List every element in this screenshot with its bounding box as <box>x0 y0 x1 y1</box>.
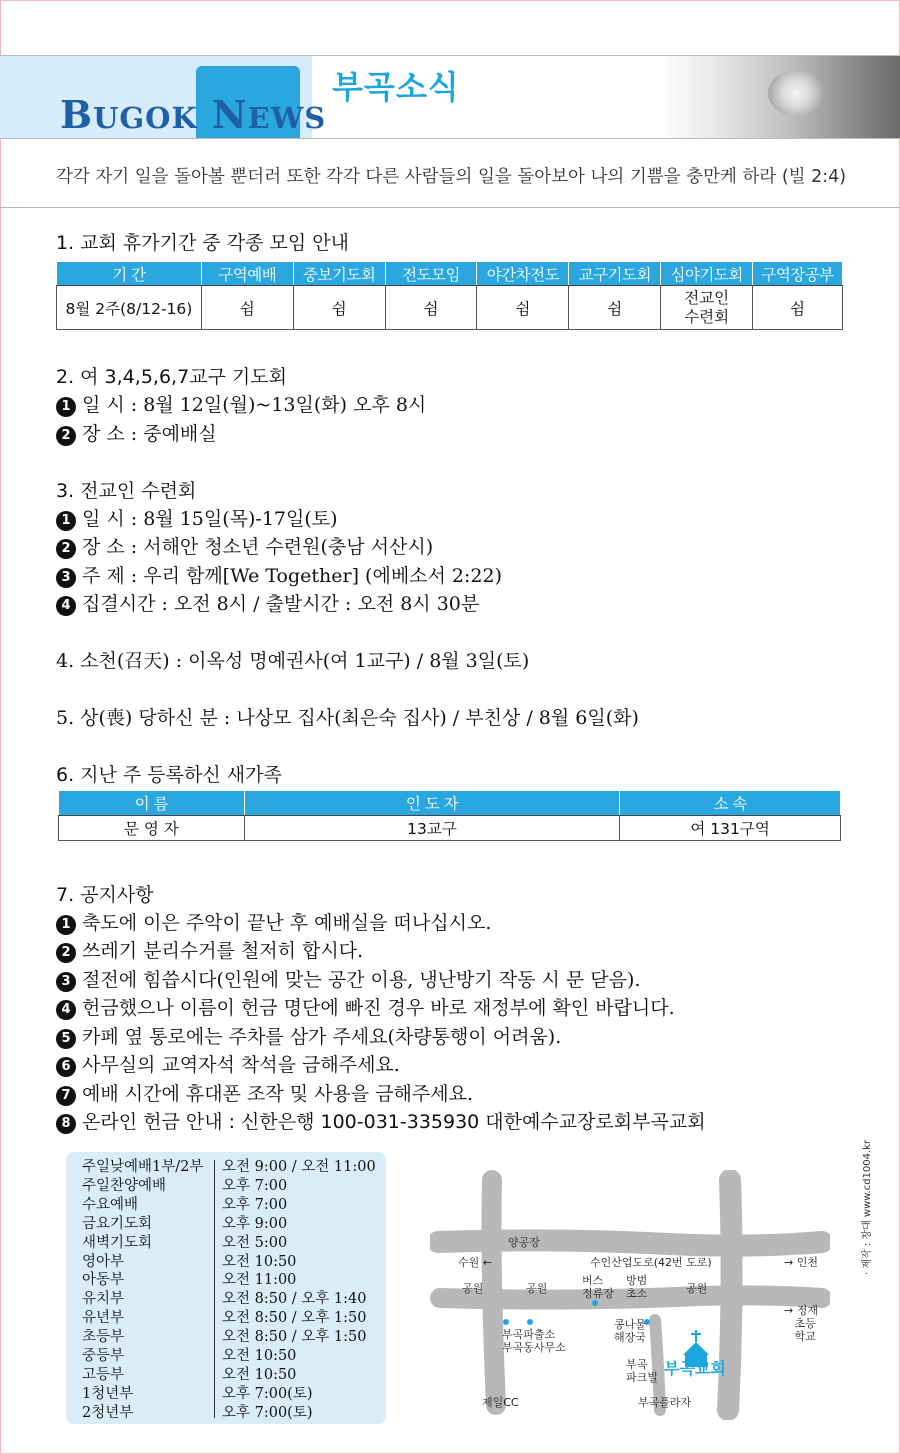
schedule-name: 유년부 <box>82 1310 125 1327</box>
schedule-name: 2청년부 <box>82 1404 134 1421</box>
schedule-row <box>82 1155 382 1174</box>
map-label: 공원 <box>462 1282 484 1295</box>
schedule-row <box>82 1212 382 1231</box>
schedule-time: 오전 5:00 <box>222 1234 288 1251</box>
schedule-name: 새벽기도회 <box>82 1234 153 1251</box>
schedule-time: 오후 7:00 <box>222 1177 288 1194</box>
vacation-meetings-table <box>56 261 843 330</box>
map-label: 제일CC <box>482 1396 519 1409</box>
map-label: 부곡파출소 부곡동사무소 <box>502 1328 566 1354</box>
list-item: 4 집결시간 : 오전 8시 / 출발시간 : 오전 8시 30분 <box>56 589 479 616</box>
list-item: 1 일 시 : 8월 12일(월)~13일(화) 오후 8시 <box>56 390 426 417</box>
map-label: → 인천 <box>784 1256 818 1269</box>
schedule-row <box>82 1193 382 1212</box>
list-item: 3 주 제 : 우리 함께[We Together] (에베소서 2:22) <box>56 561 502 588</box>
credit: · 제작 : 창대 www.cd1004.kr <box>862 1139 873 1275</box>
schedule-name: 유치부 <box>82 1291 125 1308</box>
table-header: 구역예배 <box>201 262 293 286</box>
schedule-name: 주일낮예배1부/2부 <box>82 1159 204 1175</box>
header-photo <box>660 56 900 138</box>
schedule-row <box>82 1231 382 1250</box>
schedule-name: 고등부 <box>82 1366 125 1383</box>
table-header: 기 간 <box>57 262 202 286</box>
map-label: 양공장 <box>508 1236 540 1249</box>
map-label: 공원 <box>686 1282 708 1295</box>
schedule-row <box>82 1363 382 1382</box>
list-item: 2 장 소 : 중예배실 <box>56 419 217 446</box>
schedule-row <box>82 1287 382 1306</box>
section-2-title: 2. 여 3,4,5,6,7교구 기도회 <box>56 366 287 388</box>
schedule-name: 중등부 <box>82 1348 125 1364</box>
schedule-time: 오전 10:50 <box>222 1253 297 1270</box>
table-header: 소 속 <box>620 791 841 816</box>
section-7-title: 7. 공지사항 <box>56 884 154 906</box>
table-cell: 쉼 <box>201 286 293 330</box>
table-cell: 문 영 자 <box>59 816 245 841</box>
list-item: 3 절전에 힘씁시다(인원에 맞는 공간 이용, 냉난방기 작동 시 문 닫음). <box>56 965 640 992</box>
newsletter-header <box>0 55 900 139</box>
road-right <box>728 1180 732 1410</box>
table-cell: 전교인 수련회 <box>661 286 753 330</box>
schedule-name: 수요예배 <box>82 1196 139 1213</box>
road-left <box>492 1180 497 1405</box>
section-4-obituary: 4. 소천(召天) : 이옥성 명예권사(여 1교구) / 8월 3일(토) <box>56 650 530 672</box>
list-item: 4 헌금했으나 이름이 헌금 명단에 빠진 경우 바로 재정부에 확인 바랍니다. <box>56 993 675 1020</box>
list-item: 8 온라인 헌금 안내 : 신한은행 100-031-335930 대한예수교장로회부곡교회 <box>56 1107 706 1134</box>
church-roof-icon <box>683 1342 709 1355</box>
list-item: 2 쓰레기 분리수거를 철저히 합시다. <box>56 936 363 963</box>
list-item: 5 카페 옆 통로에는 주차를 삼가 주세요(차량통행이 어려움). <box>56 1022 561 1049</box>
table-cell: 쉼 <box>385 286 477 330</box>
table-header: 이 름 <box>59 791 245 816</box>
church-map <box>430 1170 830 1420</box>
list-item: 2 장 소 : 서해안 청소년 수련원(충남 서산시) <box>56 532 433 559</box>
map-label: → 정재 초등 학교 <box>784 1304 818 1343</box>
office-dot <box>527 1319 533 1325</box>
schedule-name: 금요기도회 <box>82 1215 153 1232</box>
section-5-condolence: 5. 상(喪) 당하신 분 : 나상모 집사(최은숙 집사) / 부친상 / 8월 6일(화) <box>56 707 639 729</box>
table-cell: 쉼 <box>569 286 661 330</box>
map-label: 부곡플라자 <box>638 1396 692 1409</box>
table-cell: 13교구 <box>244 816 620 841</box>
new-family-table <box>58 790 841 841</box>
schedule-time: 오전 8:50 / 오후 1:50 <box>222 1329 367 1346</box>
schedule-row <box>82 1382 382 1401</box>
list-item: 1 일 시 : 8월 15일(목)-17일(토) <box>56 504 338 531</box>
schedule-row <box>82 1306 382 1325</box>
map-label: 방범 초소 <box>626 1274 648 1300</box>
table-header: 심야기도회 <box>661 262 753 286</box>
map-label: 부곡 파크빌 <box>626 1358 658 1384</box>
table-cell: 여 131구역 <box>620 816 841 841</box>
schedule-row <box>82 1344 382 1363</box>
map-label: 버스 정류장 <box>582 1274 614 1300</box>
list-item: 6 사무실의 교역자석 착석을 금해주세요. <box>56 1050 400 1077</box>
schedule-row <box>82 1250 382 1269</box>
schedule-name: 아동부 <box>82 1272 125 1289</box>
list-item: 1 축도에 이은 주악이 끝난 후 예배실을 떠나십시오. <box>56 908 491 935</box>
schedule-time: 오전 8:50 / 오후 1:50 <box>222 1310 367 1327</box>
schedule-time: 오전 9:00 / 오전 11:00 <box>222 1159 376 1175</box>
schedule-name: 초등부 <box>82 1329 125 1346</box>
header-title: 부곡소식 <box>332 68 460 106</box>
table-header: 전도모임 <box>385 262 477 286</box>
table-cell: 쉼 <box>293 286 385 330</box>
table-cell: 쉼 <box>753 286 843 330</box>
police-dot <box>503 1319 509 1325</box>
map-label: 수원 ← <box>458 1256 492 1269</box>
schedule-row <box>82 1268 382 1287</box>
section-6-title: 6. 지난 주 등록하신 새가족 <box>56 764 282 786</box>
section-3-title: 3. 전교인 수련회 <box>56 480 197 502</box>
bus-stop-dot <box>592 1300 598 1306</box>
schedule-name: 영아부 <box>82 1253 125 1270</box>
bugok-news-logo: BUGOK NEWS <box>60 92 327 137</box>
table-cell: 8월 2주(8/12-16) <box>57 286 202 330</box>
schedule-time: 오후 9:00 <box>222 1215 288 1232</box>
table-header: 중보기도회 <box>293 262 385 286</box>
divider <box>0 207 900 208</box>
schedule-time: 오전 11:00 <box>222 1272 297 1289</box>
map-label: 콩나물 해장국 <box>614 1318 646 1344</box>
church-label: 부곡교회 <box>664 1359 726 1378</box>
schedule-time: 오후 7:00 <box>222 1196 288 1213</box>
schedule-time: 오후 7:00(토) <box>222 1404 313 1421</box>
map-label: 수인산업도로(42번 도로) <box>590 1256 712 1269</box>
list-item: 7 예배 시간에 휴대폰 조작 및 사용을 금해주세요. <box>56 1079 473 1106</box>
bible-verse: 각각 자기 일을 돌아볼 뿐더러 또한 각각 다른 사람들의 일을 돌아보아 나의 기쁨을 충만케 하라 (빌 2:4) <box>56 167 847 187</box>
schedule-row <box>82 1401 382 1420</box>
table-header: 교구기도회 <box>569 262 661 286</box>
schedule-row <box>82 1325 382 1344</box>
schedule-time: 오전 8:50 / 오후 1:40 <box>222 1291 367 1308</box>
section-1-title: 1. 교회 휴가기간 중 각종 모임 안내 <box>56 232 349 254</box>
tree-stump-image <box>768 70 824 116</box>
schedule-time: 오전 10:50 <box>222 1366 297 1383</box>
schedule-row <box>82 1174 382 1193</box>
schedule-name: 주일찬양예배 <box>82 1177 167 1194</box>
map-label: 공원 <box>526 1282 548 1295</box>
schedule-time: 오전 10:50 <box>222 1348 297 1364</box>
table-cell: 쉼 <box>477 286 569 330</box>
table-header: 인 도 자 <box>244 791 620 816</box>
table-header: 구역장공부 <box>753 262 843 286</box>
schedule-name: 1청년부 <box>82 1385 134 1402</box>
table-header: 야간차전도 <box>477 262 569 286</box>
schedule-time: 오후 7:00(토) <box>222 1385 313 1402</box>
